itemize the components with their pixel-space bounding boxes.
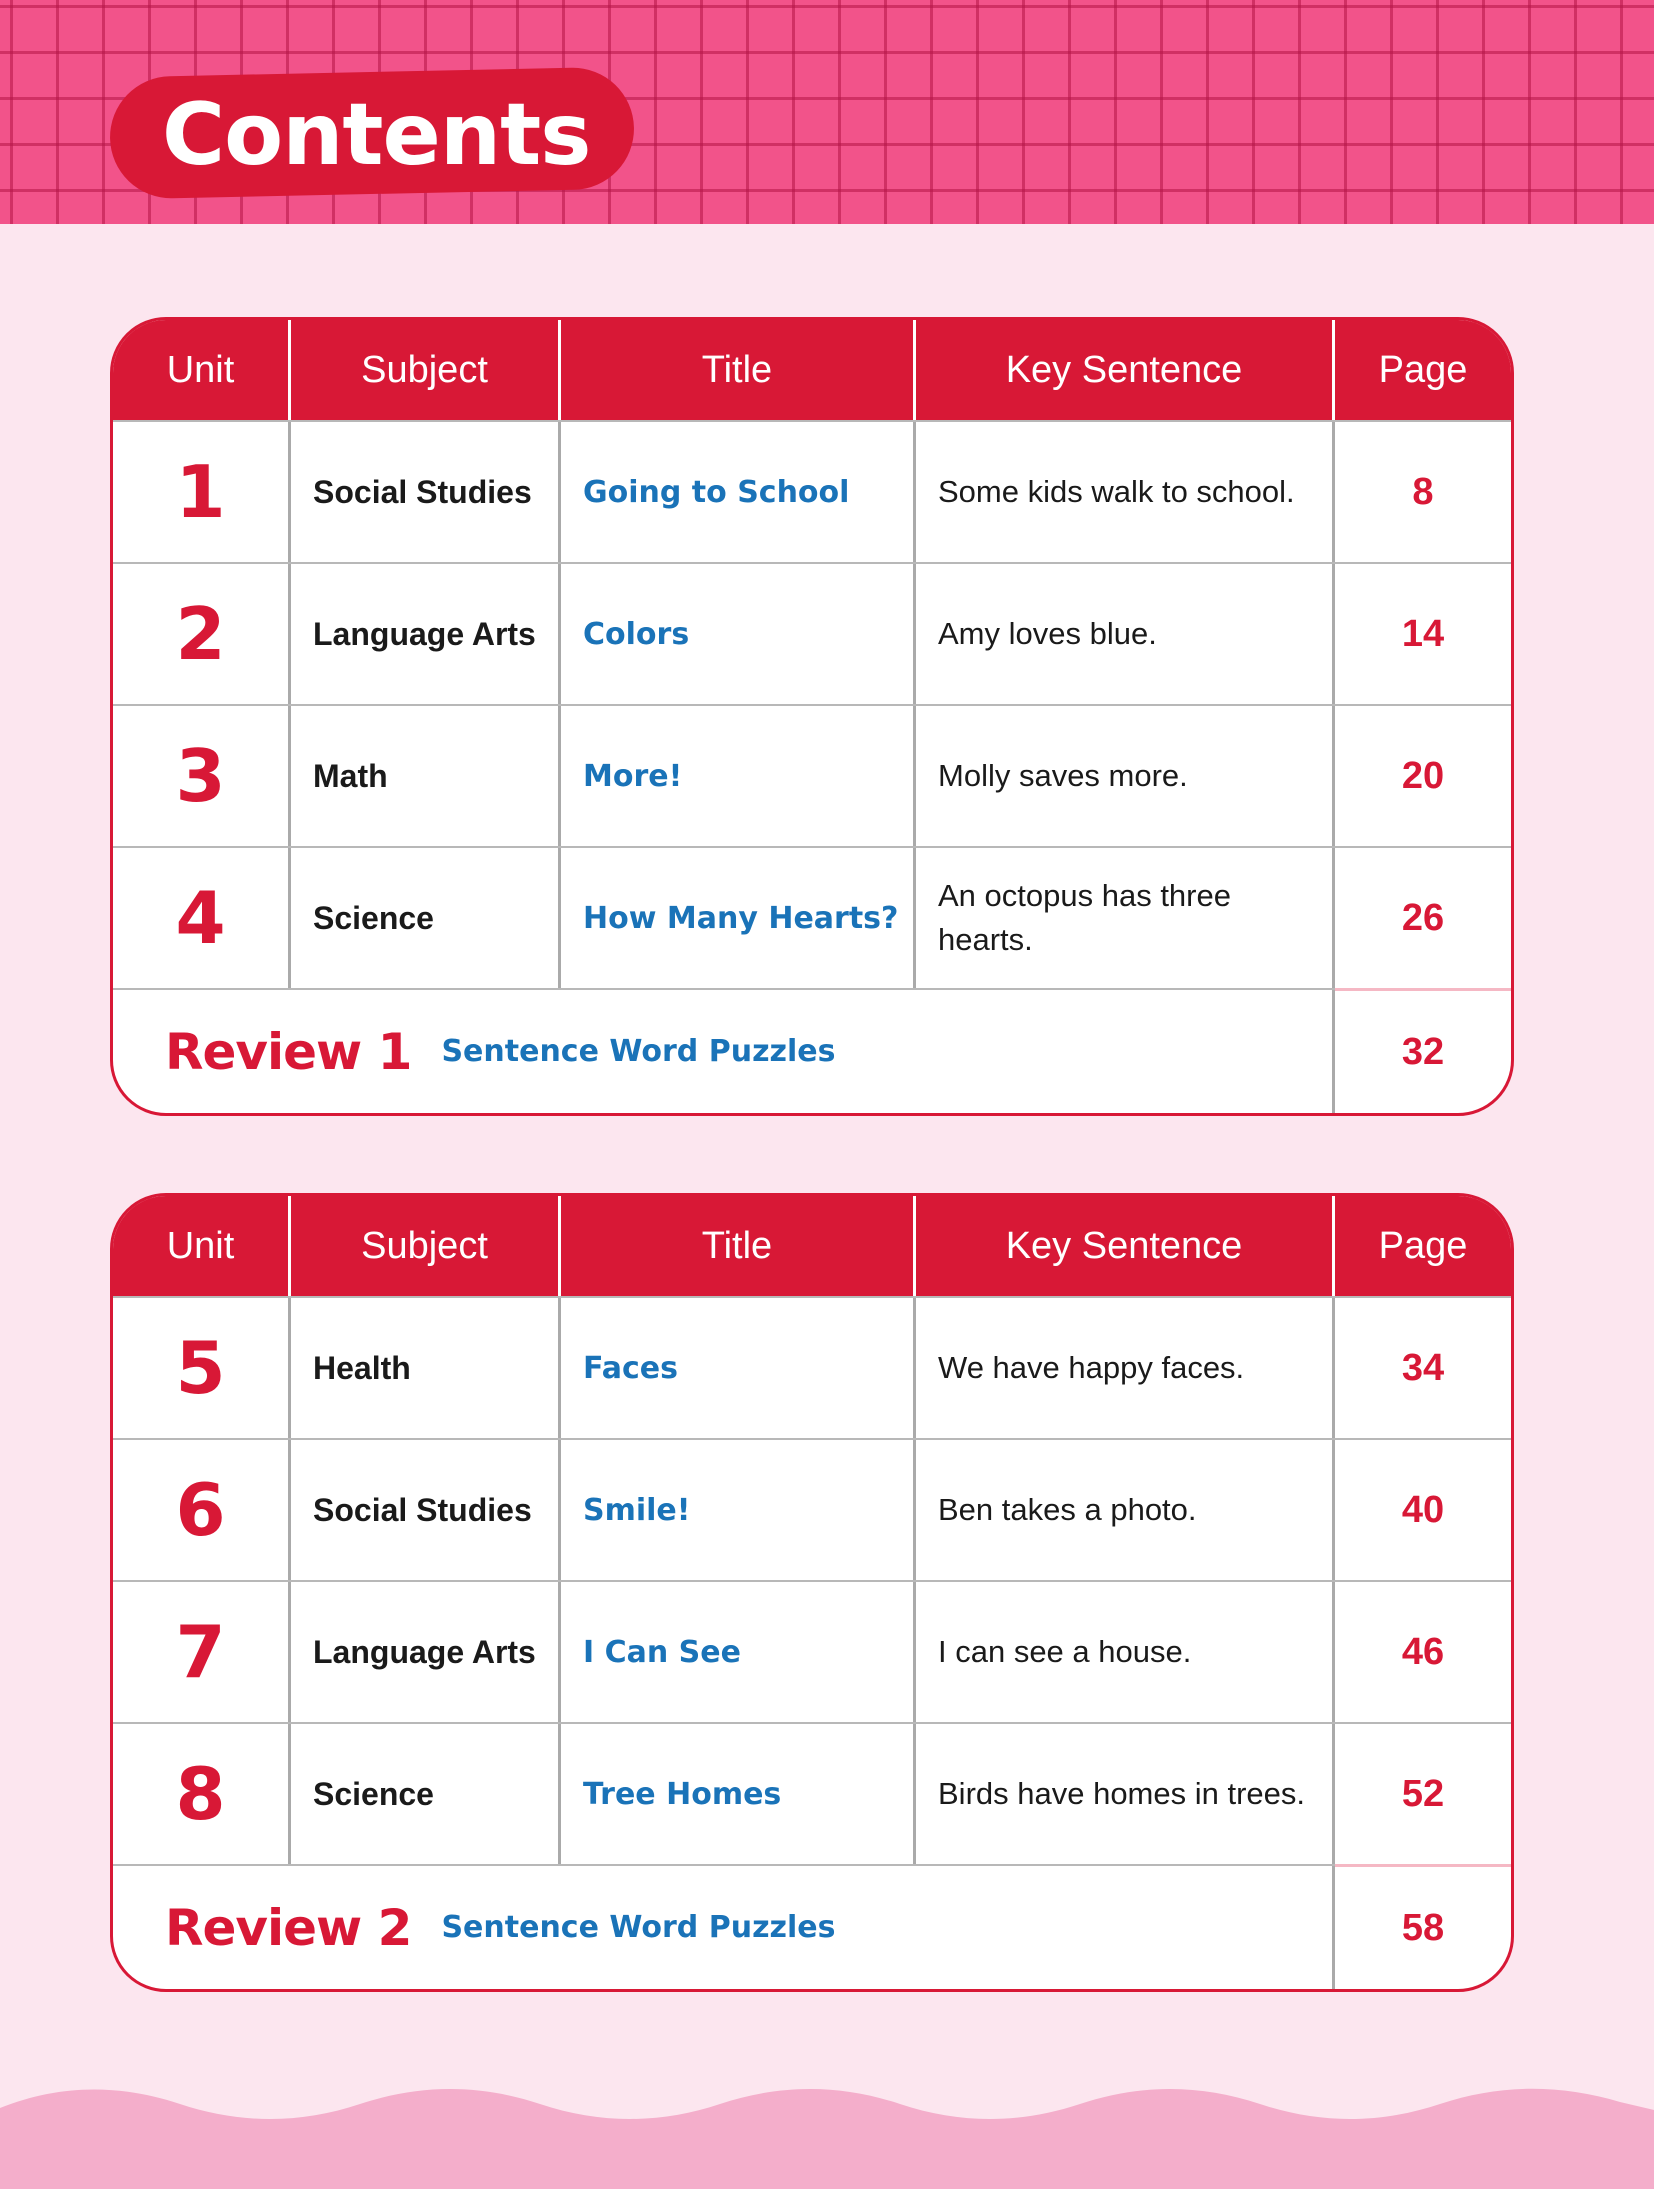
unit-number: 1 xyxy=(113,422,291,562)
page-number[interactable]: 34 xyxy=(1401,1346,1445,1389)
unit-title[interactable]: I Can See xyxy=(561,1582,916,1722)
unit-title[interactable]: Smile! xyxy=(561,1440,916,1580)
unit-title[interactable]: Colors xyxy=(561,564,916,704)
review-cell xyxy=(113,1866,1335,1989)
subject: Social Studies xyxy=(291,1440,561,1580)
page-number[interactable]: 14 xyxy=(1401,612,1445,655)
key-sentence: I can see a house. xyxy=(916,1582,1335,1722)
subject: Health xyxy=(291,1298,561,1438)
unit-number: 4 xyxy=(113,848,291,988)
header-unit: Unit xyxy=(113,320,291,420)
page-number[interactable]: 8 xyxy=(1412,470,1434,513)
table-row[interactable] xyxy=(113,562,1511,704)
key-sentence: Amy loves blue. xyxy=(916,564,1335,704)
table-row[interactable] xyxy=(113,846,1511,988)
key-sentence: Molly saves more. xyxy=(916,706,1335,846)
header-title: Title xyxy=(561,1196,916,1296)
subject: Social Studies xyxy=(291,422,561,562)
page-number[interactable]: 52 xyxy=(1401,1772,1445,1815)
table-row[interactable] xyxy=(113,1722,1511,1864)
header-key-sentence: Key Sentence xyxy=(916,320,1335,420)
header-subject: Subject xyxy=(291,320,561,420)
page-number[interactable]: 26 xyxy=(1401,896,1445,939)
contents-table-1 xyxy=(110,317,1514,1116)
review-page-number[interactable]: 58 xyxy=(1335,1864,1511,1989)
key-sentence: Birds have homes in trees. xyxy=(916,1724,1335,1864)
subject: Language Arts xyxy=(291,564,561,704)
review-label: Review 2 xyxy=(165,1898,412,1957)
header-subject: Subject xyxy=(291,1196,561,1296)
contents-table-2 xyxy=(110,1193,1514,1992)
table-row[interactable] xyxy=(113,1296,1511,1438)
unit-number: 3 xyxy=(113,706,291,846)
unit-number: 8 xyxy=(113,1724,291,1864)
table-header xyxy=(113,1196,1511,1296)
unit-title[interactable]: More! xyxy=(561,706,916,846)
table-row[interactable] xyxy=(113,1580,1511,1722)
review-label: Review 1 xyxy=(165,1022,412,1081)
key-sentence: We have happy faces. xyxy=(916,1298,1335,1438)
review-page-number[interactable]: 32 xyxy=(1335,988,1511,1113)
unit-title[interactable]: Tree Homes xyxy=(561,1724,916,1864)
review-title[interactable]: Sentence Word Puzzles xyxy=(441,1034,836,1069)
page-title: Contents xyxy=(162,85,591,185)
header-page: Page xyxy=(1378,348,1468,391)
table-header xyxy=(113,320,1511,420)
unit-title[interactable]: Going to School xyxy=(561,422,916,562)
header-title: Title xyxy=(561,320,916,420)
unit-title[interactable]: Faces xyxy=(561,1298,916,1438)
unit-title[interactable]: How Many Hearts? xyxy=(561,848,916,988)
table-row[interactable] xyxy=(113,704,1511,846)
header-page: Page xyxy=(1378,1224,1468,1267)
subject: Science xyxy=(291,1724,561,1864)
table-row[interactable] xyxy=(113,420,1511,562)
subject: Science xyxy=(291,848,561,988)
page-number[interactable]: 46 xyxy=(1401,1630,1445,1673)
key-sentence: An octopus has three hearts. xyxy=(916,848,1335,988)
unit-number: 6 xyxy=(113,1440,291,1580)
subject: Math xyxy=(291,706,561,846)
table-row[interactable] xyxy=(113,1438,1511,1580)
key-sentence: Ben takes a photo. xyxy=(916,1440,1335,1580)
review-row[interactable] xyxy=(113,988,1511,1113)
page-number[interactable]: 20 xyxy=(1401,754,1445,797)
header-key-sentence: Key Sentence xyxy=(916,1196,1335,1296)
header-unit: Unit xyxy=(113,1196,291,1296)
review-title[interactable]: Sentence Word Puzzles xyxy=(441,1910,836,1945)
footer-wave xyxy=(0,2080,1654,2189)
unit-number: 5 xyxy=(113,1298,291,1438)
page-number[interactable]: 40 xyxy=(1401,1488,1445,1531)
subject: Language Arts xyxy=(291,1582,561,1722)
review-row[interactable] xyxy=(113,1864,1511,1989)
unit-number: 7 xyxy=(113,1582,291,1722)
key-sentence: Some kids walk to school. xyxy=(916,422,1335,562)
unit-number: 2 xyxy=(113,564,291,704)
review-cell xyxy=(113,990,1335,1113)
